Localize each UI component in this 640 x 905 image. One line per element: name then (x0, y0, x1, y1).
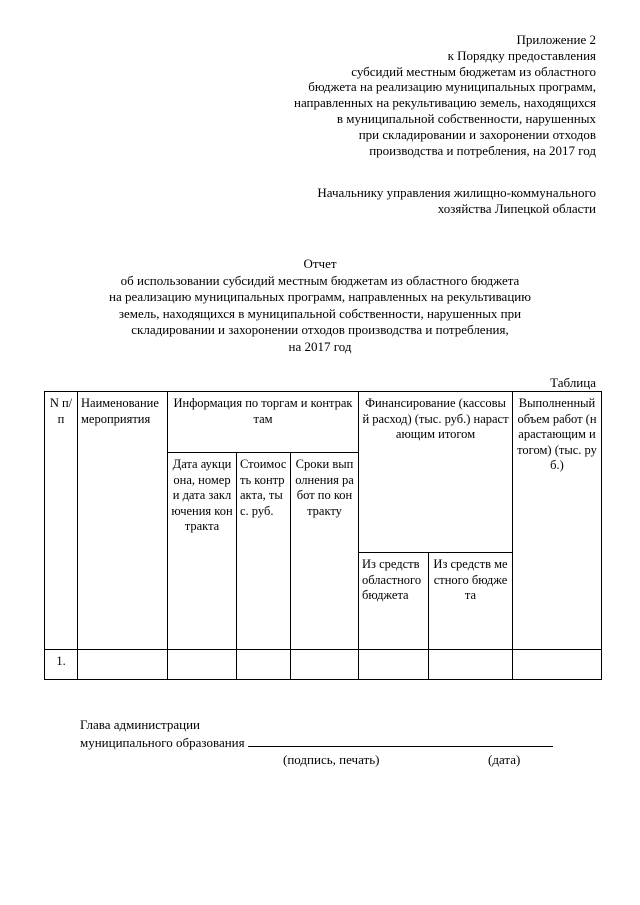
appendix-block (294, 32, 596, 158)
header-financing: Финансирование (кассовый расход) (тыс. руб.) нарастающим итогом (359, 392, 513, 553)
cell-cost (237, 650, 291, 680)
header-name: Наименование мероприятия (78, 392, 168, 650)
table-label: Таблица (550, 375, 596, 390)
signature-org: муниципального образования (80, 735, 245, 750)
header-volume: Выполненный объем работ (нарастающим итогом) (тыс. руб.) (513, 392, 602, 650)
addressee-line: хозяйства Липецкой области (437, 201, 596, 216)
signature-hint: (подпись, печать) (283, 752, 380, 767)
report-subtitle-line: складировании и захоронении отходов производства и потребления, (131, 322, 509, 338)
appendix-line: в муниципальной собственности, нарушенных (336, 110, 596, 126)
header-cost: Стоимость контракта, тыс. руб. (237, 453, 291, 650)
addressee-line: Начальнику управления жилищно-коммунального (317, 185, 596, 200)
report-heading (60, 256, 580, 356)
report-subtitle-line: об использовании субсидий местным бюджетам из областного бюджета (120, 272, 520, 288)
header-deadlines: Сроки выполнения работ по контракту (291, 453, 359, 650)
cell-local (429, 650, 513, 680)
table-row (45, 650, 602, 680)
appendix-line: к Порядку предоставления (447, 47, 596, 63)
appendix-line: бюджета на реализацию муниципальных программ, (308, 79, 596, 95)
header-num: N п/п (45, 392, 78, 650)
header-trade-info: Информация по торгам и контрактам (168, 392, 359, 453)
header-regional: Из средств областного бюджета (359, 553, 429, 650)
cell-auction (168, 650, 237, 680)
header-local: Из средств местного бюджета (429, 553, 513, 650)
signature-title: Глава администрации (80, 717, 201, 732)
appendix-line: производства и потребления, на 2017 год (369, 142, 596, 158)
appendix-line: субсидий местным бюджетам из областного (351, 63, 596, 79)
date-hint: (дата) (488, 752, 521, 767)
addressee-block (317, 185, 596, 217)
report-subtitle-line: на реализацию муниципальных программ, направленных на рекультивацию (109, 289, 531, 305)
cell-regional (359, 650, 429, 680)
cell-num: 1. (45, 650, 78, 680)
header-auction: Дата аукциона, номер и дата заключения контракта (168, 453, 237, 650)
signature-line (248, 733, 553, 747)
report-table (44, 391, 602, 680)
appendix-line: при складировании и захоронении отходов (358, 126, 596, 142)
report-subtitle-line: на 2017 год (288, 338, 352, 354)
appendix-line: Приложение 2 (516, 32, 596, 47)
cell-deadlines (291, 650, 359, 680)
signature-block (80, 716, 553, 767)
cell-volume (513, 650, 602, 680)
report-title: Отчет (303, 256, 337, 271)
cell-name (78, 650, 168, 680)
report-subtitle-line: земель, находящихся в муниципальной собственности, нарушенных при (118, 305, 522, 321)
appendix-line: направленных на рекультивацию земель, находящихся (294, 95, 596, 111)
